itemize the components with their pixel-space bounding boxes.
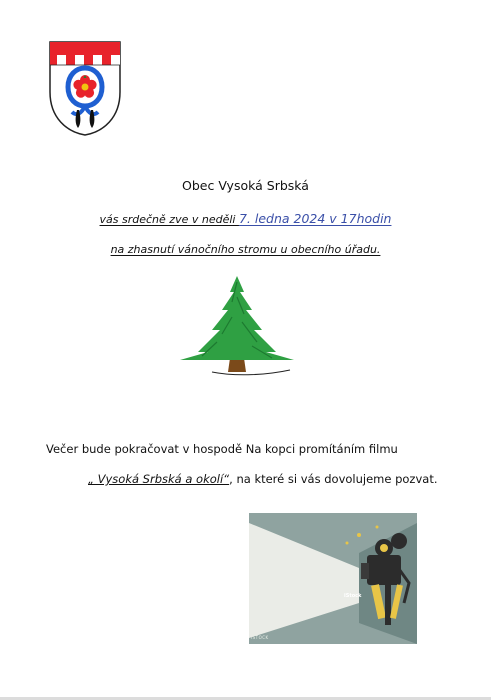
invitation-prefix: vás srdečně zve v neděli [99,213,239,226]
coat-of-arms-icon [48,40,122,137]
evening-program-text: Večer bude pokračovat v hospodě Na kopci promítáním filmu [46,442,398,456]
film-invitation-line [88,472,438,486]
film-camera-icon [249,513,417,644]
occasion-line [0,243,491,256]
municipality-heading: Obec Vysoká Srbská [182,178,309,193]
christmas-tree-icon [172,272,302,382]
film-title: „ Vysoká Srbská a okolí“ [88,472,230,486]
invitation-line [0,211,491,226]
film-camera-image [249,513,417,644]
event-date: 7. ledna 2024 v 17hodin [238,211,392,226]
photo-caption: iSTOCK [251,635,269,640]
film-invitation-rest: , na které si vás dovolujeme pozvat. [229,472,438,486]
stock-label: iStock [344,593,362,599]
occasion-text: na zhasnutí vánočního stromu u obecního úřadu. [110,243,381,256]
